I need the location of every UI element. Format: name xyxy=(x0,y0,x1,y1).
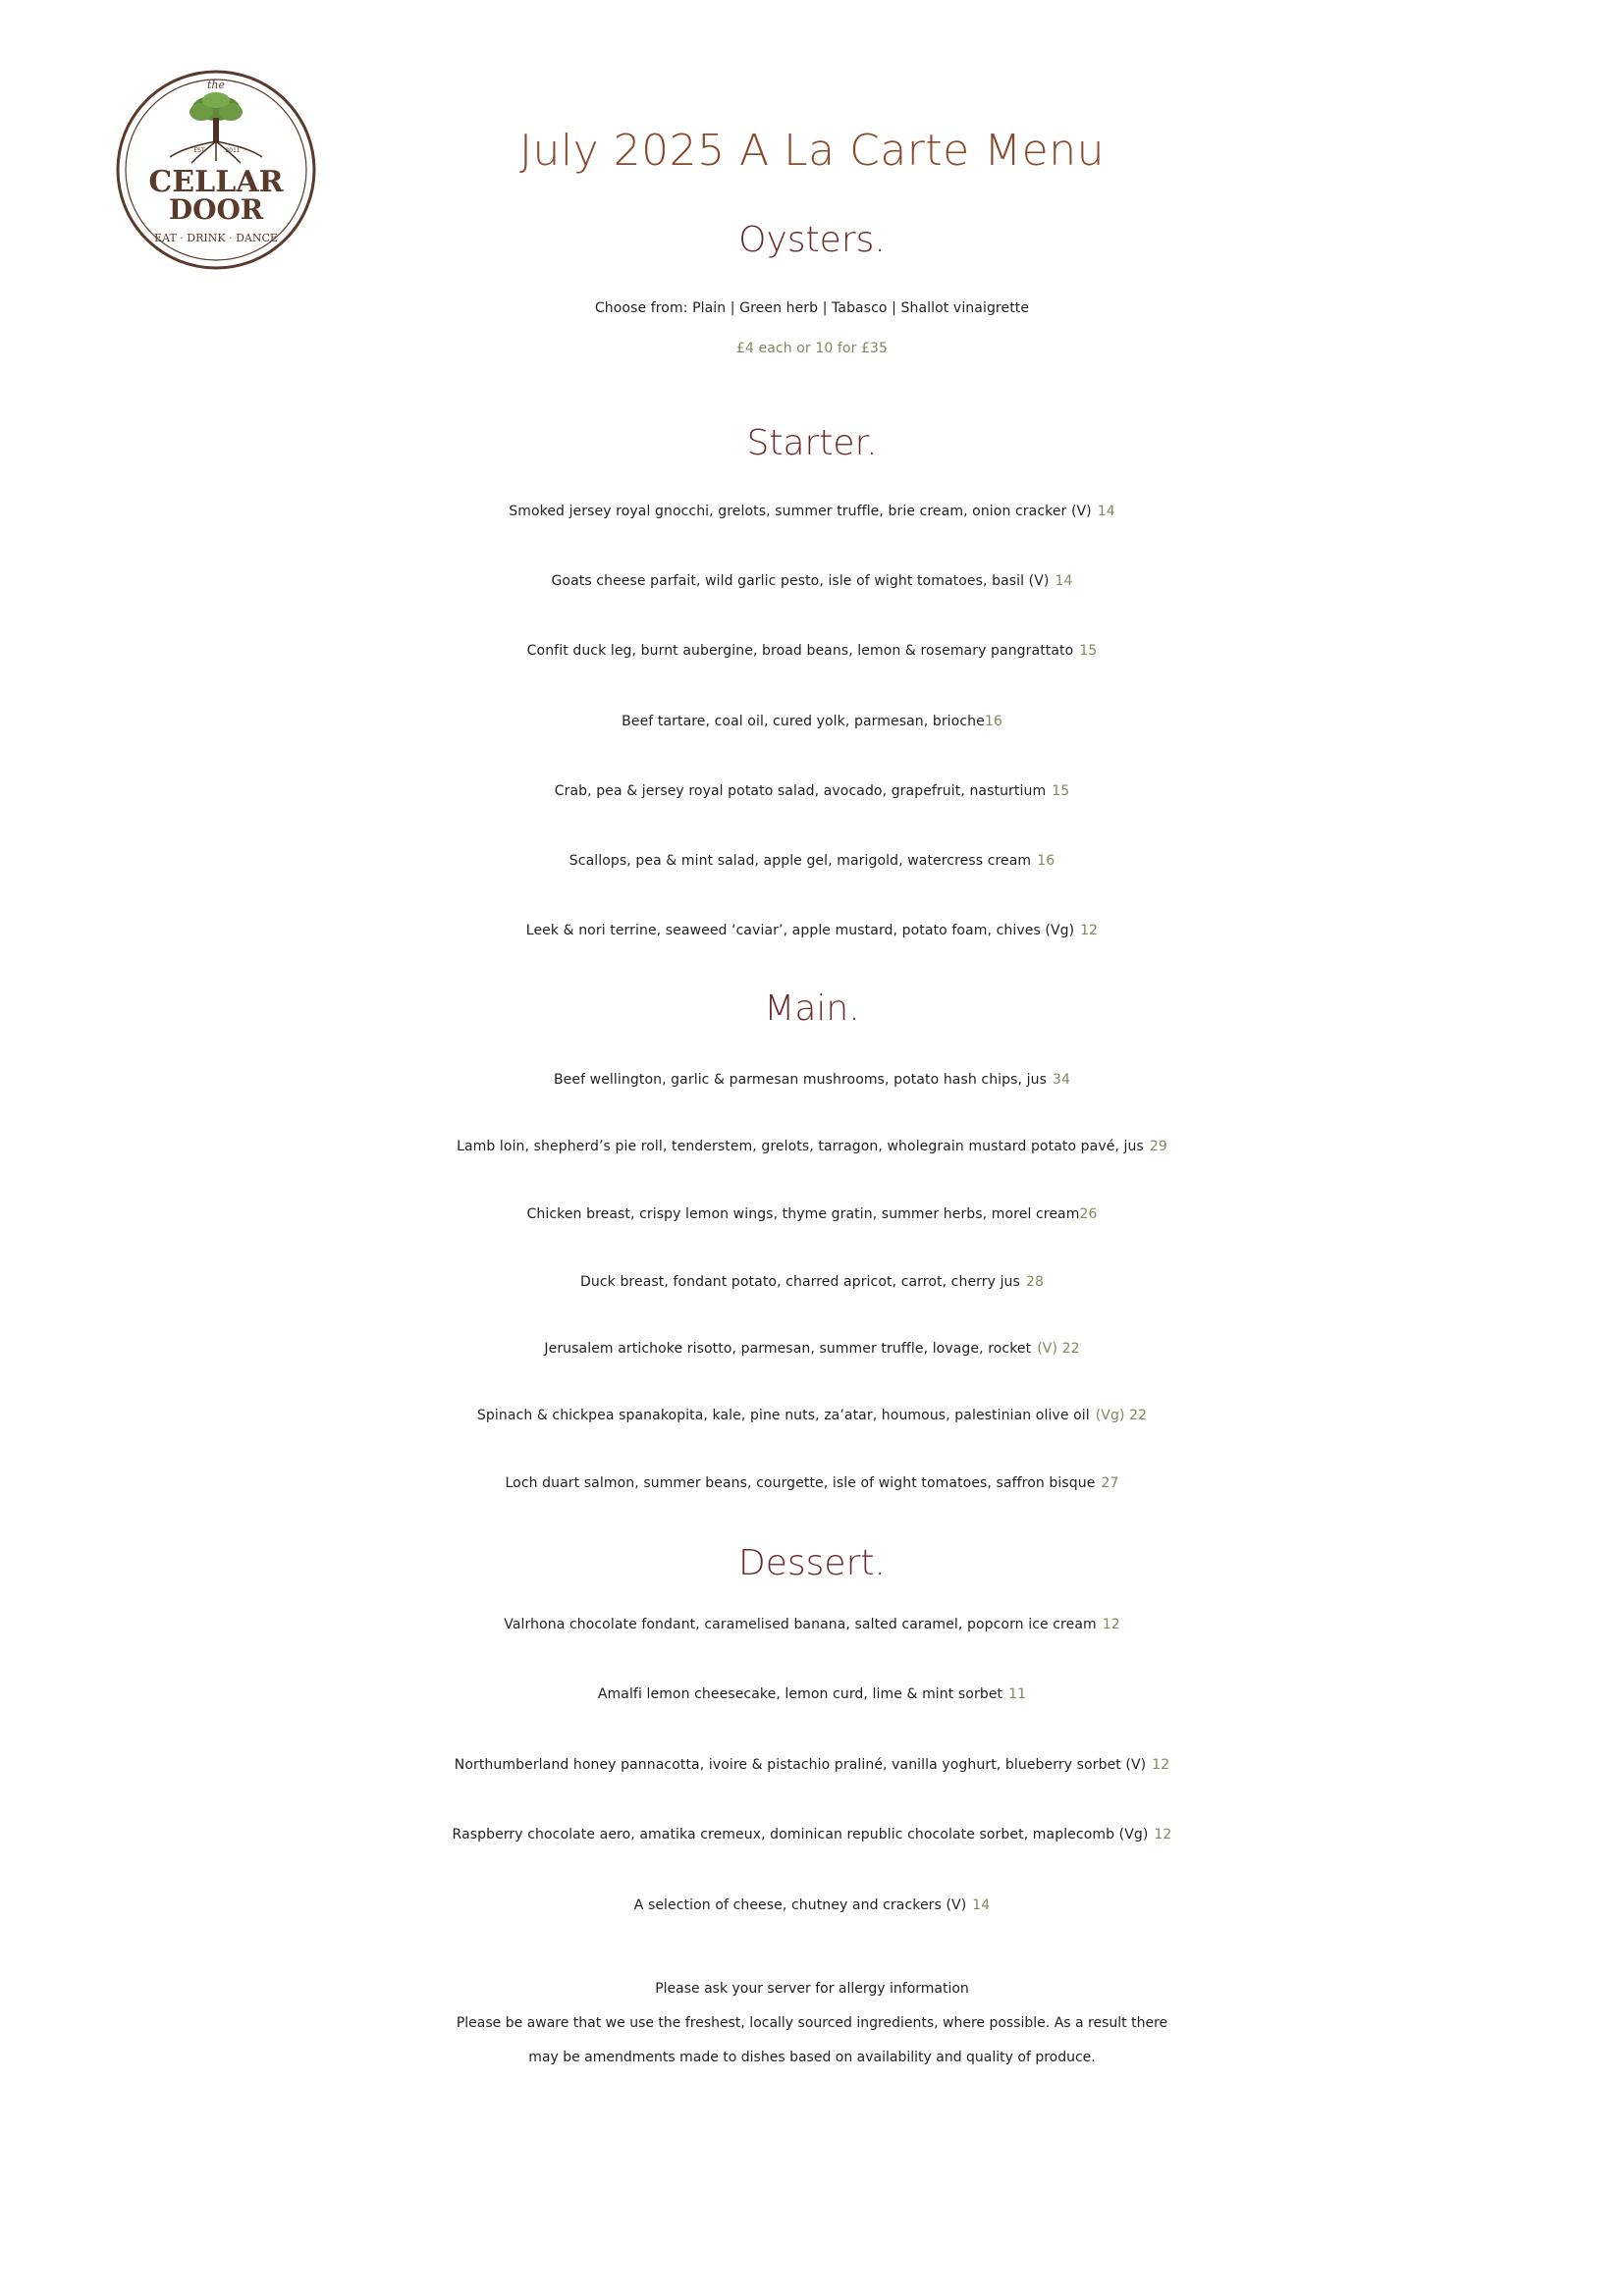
item-price: 15 xyxy=(1052,783,1070,799)
item-text: Spinach & chickpea spanakopita, kale, pine nuts, za’atar, houmous, palestinian olive oil xyxy=(476,1408,1090,1423)
item-text: Amalfi lemon cheesecake, lemon curd, lime & mint sorbet xyxy=(597,1686,1003,1702)
item-price: 14 xyxy=(972,1897,991,1913)
item-price: 34 xyxy=(1053,1072,1071,1088)
dessert-item xyxy=(0,1617,1624,1632)
item-price: 15 xyxy=(1079,643,1098,659)
sourcing-note-line1: Please be aware that we use the freshest, locally sourced ingredients, where possible. As a result there xyxy=(456,2015,1168,2031)
main-item xyxy=(0,1206,1624,1222)
starter-item xyxy=(0,573,1624,589)
allergy-note: Please ask your server for allergy information xyxy=(655,1981,969,1997)
dessert-item xyxy=(0,1757,1624,1773)
main-item xyxy=(0,1341,1624,1357)
oysters-heading: Oysters. xyxy=(738,220,886,260)
dessert-item xyxy=(0,1897,1624,1913)
dessert-item xyxy=(0,1686,1624,1702)
item-text: Beef wellington, garlic & parmesan mushrooms, potato hash chips, jus xyxy=(553,1072,1048,1088)
dessert-item xyxy=(0,1827,1624,1842)
logo-est: EST xyxy=(193,147,205,154)
item-price: 11 xyxy=(1008,1686,1027,1702)
item-text: Chicken breast, crispy lemon wings, thyme gratin, summer herbs, morel cream xyxy=(526,1206,1080,1222)
item-text: A selection of cheese, chutney and crackers (V) xyxy=(633,1897,967,1913)
item-text: Northumberland honey pannacotta, ivoire & pistachio praliné, vanilla yoghurt, blueberry sorbet (V) xyxy=(454,1757,1147,1773)
main-item xyxy=(0,1408,1624,1423)
item-price: 12 xyxy=(1080,923,1099,938)
logo-line1: CELLAR xyxy=(148,165,284,199)
page-title: July 2025 A La Carte Menu xyxy=(518,126,1105,176)
logo-line2: DOOR xyxy=(168,193,264,226)
item-text: Leek & nori terrine, seaweed ‘caviar’, apple mustard, potato foam, chives (Vg) xyxy=(525,923,1075,938)
starter-item xyxy=(0,643,1624,659)
item-text: Beef tartare, coal oil, cured yolk, parmesan, brioche xyxy=(622,714,985,729)
logo-tagline: EAT · DRINK · DANCE xyxy=(154,232,278,244)
item-text: Duck breast, fondant potato, charred apricot, carrot, cherry jus xyxy=(580,1274,1020,1290)
item-price: 12 xyxy=(1154,1827,1172,1842)
item-price: (V) 22 xyxy=(1037,1341,1080,1357)
main-item xyxy=(0,1274,1624,1290)
item-price: 27 xyxy=(1101,1475,1119,1491)
item-text: Crab, pea & jersey royal potato salad, avocado, grapefruit, nasturtium xyxy=(554,783,1047,799)
item-price: 28 xyxy=(1025,1274,1044,1290)
item-text: Valrhona chocolate fondant, caramelised banana, salted caramel, popcorn ice cream xyxy=(504,1617,1097,1632)
item-price: 12 xyxy=(1102,1617,1120,1632)
item-text: Raspberry chocolate aero, amatika cremeux, dominican republic chocolate sorbet, maplecomb (Vg) xyxy=(452,1827,1149,1842)
main-heading: Main. xyxy=(764,988,860,1029)
item-text: Confit duck leg, burnt aubergine, broad beans, lemon & rosemary pangrattato xyxy=(526,643,1074,659)
item-text: Jerusalem artichoke risotto, parmesan, summer truffle, lovage, rocket xyxy=(544,1341,1032,1357)
item-price: 14 xyxy=(1055,573,1073,589)
starter-item xyxy=(0,923,1624,938)
item-text: Goats cheese parfait, wild garlic pesto, isle of wight tomatoes, basil (V) xyxy=(551,573,1050,589)
oysters-choose: Choose from: Plain | Green herb | Tabasco | Shallot vinaigrette xyxy=(594,300,1030,316)
item-text: Smoked jersey royal gnocchi, grelots, summer truffle, brie cream, onion cracker (V) xyxy=(509,504,1092,519)
starter-item xyxy=(0,504,1624,519)
item-text: Lamb loin, shepherd’s pie roll, tenderstem, grelots, tarragon, wholegrain mustard potato pavé, jus xyxy=(457,1139,1144,1154)
item-price: 16 xyxy=(1037,853,1056,869)
main-item xyxy=(0,1072,1624,1088)
item-price: (Vg) 22 xyxy=(1095,1408,1148,1423)
item-price: 14 xyxy=(1097,504,1115,519)
item-price: 16 xyxy=(984,714,1002,729)
starter-item xyxy=(0,714,1624,729)
sourcing-note-line2: may be amendments made to dishes based on availability and quality of produce. xyxy=(528,2050,1096,2065)
starter-heading: Starter. xyxy=(746,423,878,463)
item-price: 26 xyxy=(1079,1206,1098,1222)
item-price: 12 xyxy=(1152,1757,1170,1773)
main-item xyxy=(0,1139,1624,1154)
starter-item xyxy=(0,783,1624,799)
item-price: 29 xyxy=(1149,1139,1167,1154)
starter-item xyxy=(0,853,1624,869)
item-text: Scallops, pea & mint salad, apple gel, marigold, watercress cream xyxy=(568,853,1032,869)
item-text: Loch duart salmon, summer beans, courgette, isle of wight tomatoes, saffron bisque xyxy=(505,1475,1096,1491)
oysters-price: £4 each or 10 for £35 xyxy=(735,341,889,356)
main-item xyxy=(0,1475,1624,1491)
dessert-heading: Dessert. xyxy=(738,1543,886,1583)
logo-the: the xyxy=(206,79,226,91)
logo-year: 2011 xyxy=(225,147,241,154)
